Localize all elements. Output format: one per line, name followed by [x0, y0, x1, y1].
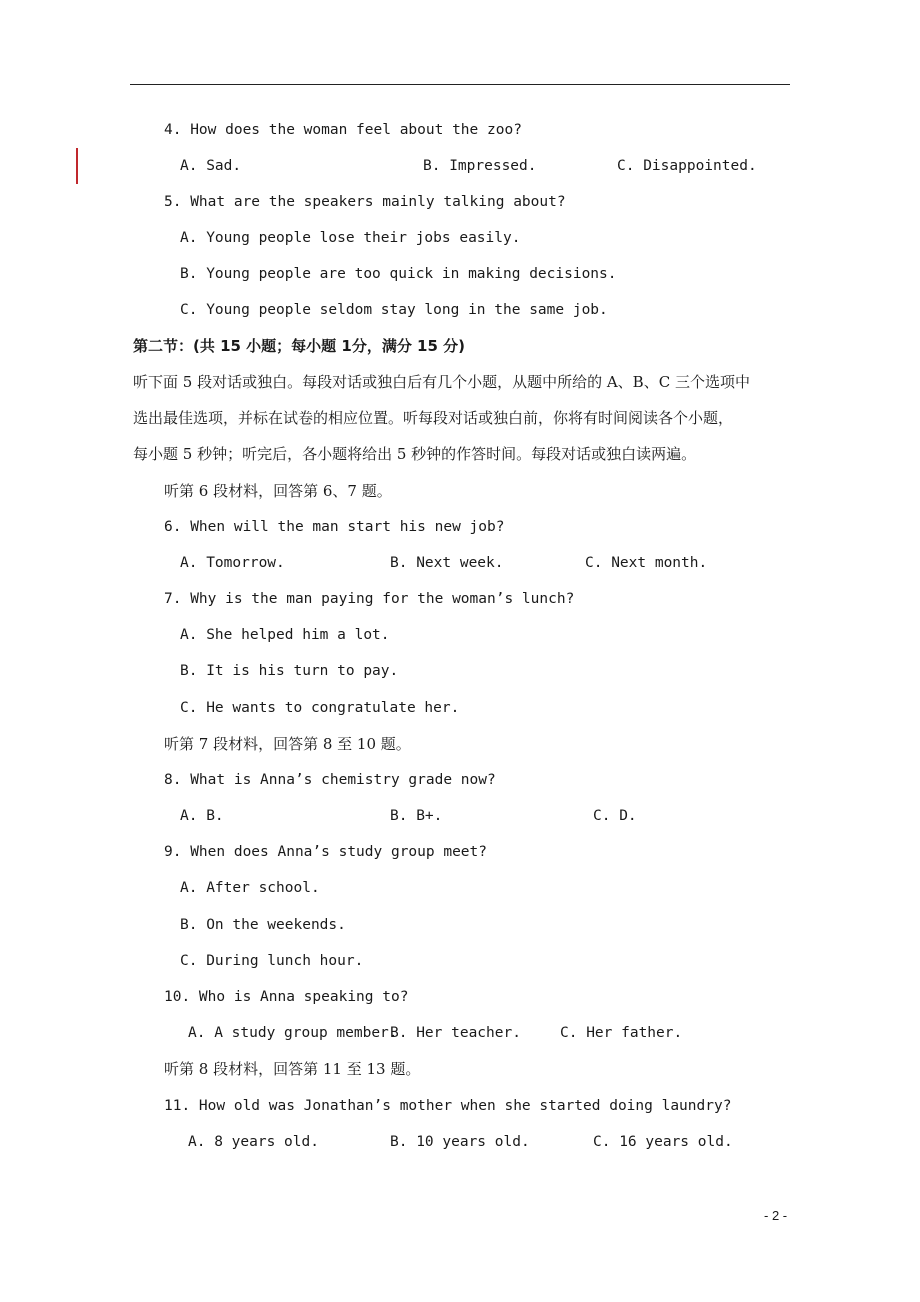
- question-7: 7. Why is the man paying for the woman’s lunch?: [164, 591, 575, 607]
- q10-option-a: A. A study group member.: [188, 1025, 398, 1041]
- q11-option-a: A. 8 years old.: [188, 1134, 319, 1150]
- q9-option-c: C. During lunch hour.: [180, 953, 364, 969]
- section-2-instruction-3: 每小题 5 秒钟；听完后，各小题将给出 5 秒钟的作答时间。每段对话或独白读两遍。: [133, 445, 697, 463]
- q7-option-a: A. She helped him a lot.: [180, 627, 390, 643]
- question-10: 10. Who is Anna speaking to?: [164, 989, 409, 1005]
- page-number: - 2 -: [764, 1208, 788, 1223]
- question-8: 8. What is Anna’s chemistry grade now?: [164, 772, 496, 788]
- q9-option-a: A. After school.: [180, 880, 320, 896]
- section-2-heading: 第二节：(共 15 小题；每小题 1分，满分 15 分): [133, 337, 466, 355]
- q5-option-a: A. Young people lose their jobs easily.: [180, 230, 521, 246]
- q4-option-b: B. Impressed.: [423, 158, 537, 174]
- header-rule: [130, 84, 790, 85]
- q5-option-b: B. Young people are too quick in making decisions.: [180, 266, 617, 282]
- q11-option-b: B. 10 years old.: [390, 1134, 530, 1150]
- q7-option-b: B. It is his turn to pay.: [180, 663, 399, 679]
- section-2-instruction-2: 选出最佳选项，并标在试卷的相应位置。听每段对话或独白前，你将有时间阅读各个小题，: [133, 409, 734, 427]
- q6-option-c: C. Next month.: [585, 555, 708, 571]
- q4-option-a: A. Sad.: [180, 158, 242, 174]
- q4-option-c: C. Disappointed.: [617, 158, 757, 174]
- q7-option-c: C. He wants to congratulate her.: [180, 700, 460, 716]
- q11-option-c: C. 16 years old.: [593, 1134, 733, 1150]
- material-8-note: 听第 8 段材料，回答第 11 至 13 题。: [164, 1060, 421, 1078]
- q10-option-b: B. Her teacher.: [390, 1025, 521, 1041]
- question-11: 11. How old was Jonathan’s mother when she started doing laundry?: [164, 1098, 732, 1114]
- q6-option-b: B. Next week.: [390, 555, 504, 571]
- material-7-note: 听第 7 段材料，回答第 8 至 10 题。: [164, 735, 411, 753]
- q9-option-b: B. On the weekends.: [180, 917, 346, 933]
- question-4: 4. How does the woman feel about the zoo?: [164, 122, 522, 138]
- q8-option-c: C. D.: [593, 808, 637, 824]
- q5-option-c: C. Young people seldom stay long in the same job.: [180, 302, 608, 318]
- question-9: 9. When does Anna’s study group meet?: [164, 844, 488, 860]
- q10-option-c: C. Her father.: [560, 1025, 683, 1041]
- section-2-instruction-1: 听下面 5 段对话或独白。每段对话或独白后有几个小题，从题中所给的 A、B、C 三个选项中: [133, 373, 750, 391]
- question-6: 6. When will the man start his new job?: [164, 519, 505, 535]
- q8-option-b: B. B+.: [390, 808, 443, 824]
- question-5: 5. What are the speakers mainly talking about?: [164, 194, 566, 210]
- q6-option-a: A. Tomorrow.: [180, 555, 285, 571]
- q8-option-a: A. B.: [180, 808, 224, 824]
- margin-mark: [76, 148, 78, 184]
- material-6-note: 听第 6 段材料，回答第 6、7 题。: [164, 482, 392, 500]
